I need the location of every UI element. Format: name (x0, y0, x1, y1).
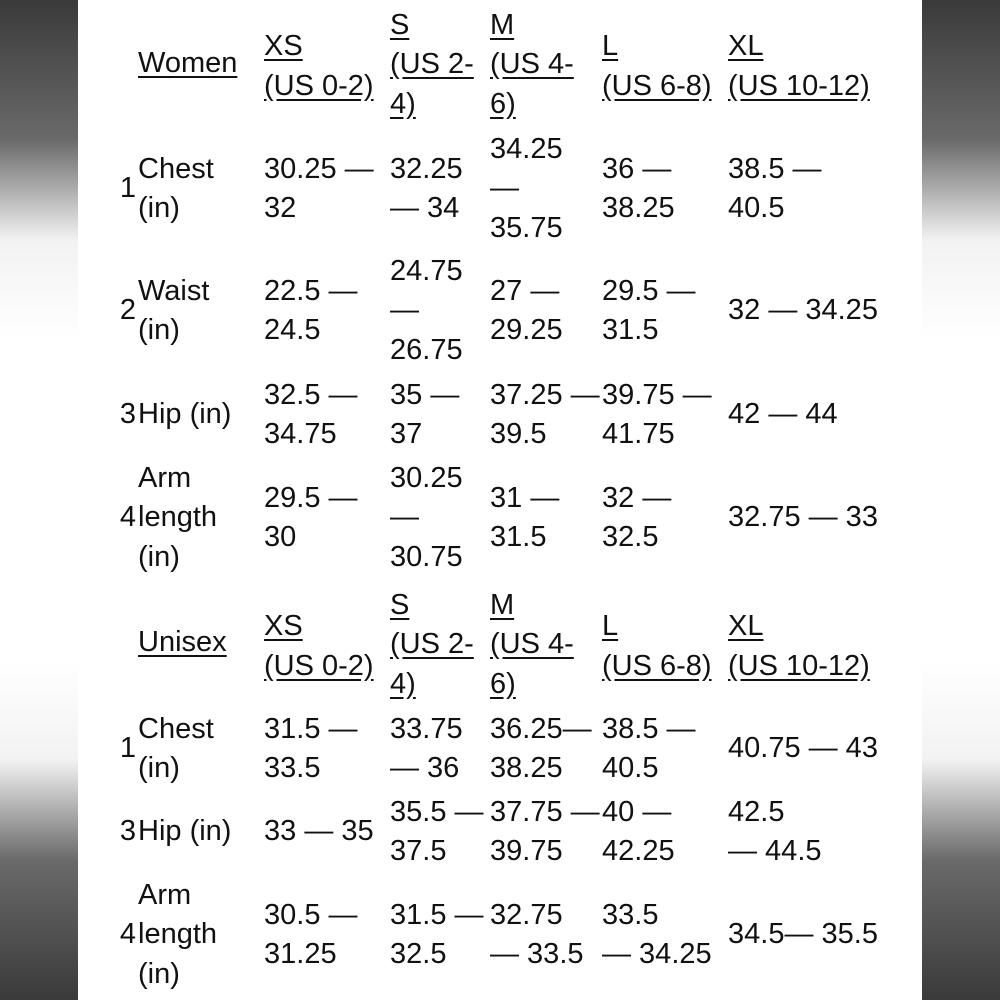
cell-line: 38.25 (602, 192, 675, 224)
measurement-label (136, 458, 264, 578)
women-size-l (602, 0, 728, 128)
cell-line: Chest (138, 712, 214, 745)
cell-line: S (390, 8, 410, 41)
cell-line: 30 (264, 521, 297, 553)
women-size-xl (728, 0, 888, 128)
cell-line: L (602, 30, 619, 63)
women-header-row (114, 0, 888, 128)
cell-line: 35.75 (490, 211, 563, 244)
cell-line: 29.25 (490, 314, 563, 346)
cell-line: 40 — (602, 795, 672, 828)
cell-line: 33.5 (264, 752, 321, 784)
table-row (114, 708, 888, 790)
value-l (602, 250, 728, 372)
value-xs (264, 128, 390, 250)
cell-line: 32.5 (602, 521, 659, 553)
cell-line: 32.75 (490, 898, 563, 931)
measurement-label (136, 708, 264, 790)
table-row (114, 458, 888, 578)
unisex-size-l (602, 578, 728, 708)
measurement-label (136, 128, 264, 250)
cell-line: 32 — (602, 481, 672, 514)
cell-line: 31.5 (490, 521, 547, 553)
cell-line: 4) (390, 87, 416, 120)
cell-line: M (490, 588, 515, 621)
cell-line: 30.25 — (264, 152, 374, 185)
cell-line: 39.75 (490, 835, 563, 867)
women-size-s (390, 0, 490, 128)
measurement-label (136, 250, 264, 372)
row-number: 3 (119, 398, 136, 431)
value-l (602, 128, 728, 250)
cell-line: — 33.5 (490, 938, 584, 970)
cell-line: 31 — (490, 481, 560, 514)
cell-line: 32.5 — (264, 378, 358, 411)
cell-line: 39.75 — (602, 378, 712, 411)
value-xl (728, 790, 888, 874)
value-m (490, 790, 602, 874)
cell-line: Chest (138, 152, 214, 185)
table-row (114, 372, 888, 458)
cell-line: (US 0-2) (264, 649, 374, 682)
value-l (602, 372, 728, 458)
row-number: 4 (119, 501, 136, 534)
unisex-section-label: Unisex (138, 626, 227, 659)
value-l (602, 874, 728, 996)
value-xl: 42 — 44 (728, 398, 838, 431)
value-m (490, 874, 602, 996)
cell-line: 24.75 (390, 254, 463, 287)
cell-line: 31.5 (602, 314, 659, 346)
unisex-header-row (114, 578, 888, 708)
cell-line: S (390, 588, 410, 621)
unisex-size-s (390, 578, 490, 708)
cell-line: 29.5 — (264, 481, 358, 514)
cell-line: 31.5 — (390, 898, 484, 931)
cell-line: 30.25 (390, 461, 463, 494)
cell-line: 29.5 — (602, 274, 696, 307)
cell-line: 33.5 (602, 898, 659, 931)
value-xs: 33 — 35 (264, 815, 374, 848)
cell-line: (US 10-12) (728, 69, 870, 102)
cell-line: (US 6-8) (602, 69, 712, 102)
cell-line: (US 10-12) (728, 649, 870, 682)
value-xs (264, 250, 390, 372)
cell-line: 35 — (390, 378, 460, 411)
measurement-label: Hip (in) (138, 815, 232, 848)
cell-line: (in) (138, 957, 180, 990)
table-row (114, 250, 888, 372)
cell-line: 32.5 (390, 938, 447, 970)
cell-line: — 44.5 (728, 835, 822, 867)
cell-line: 30.75 (390, 540, 463, 573)
women-section-label: Women (138, 47, 238, 80)
cell-line: — 36 (390, 752, 460, 784)
cell-line: 42.5 (728, 795, 785, 828)
value-xs (264, 708, 390, 790)
cell-line: 38.5 — (728, 152, 822, 185)
cell-line: 6) (490, 667, 516, 700)
row-number: 2 (119, 294, 136, 327)
cell-line: 32 (264, 192, 297, 224)
value-l (602, 708, 728, 790)
cell-line: 32.25 (390, 152, 463, 185)
cell-line: Waist (138, 274, 210, 307)
cell-line: 37.5 (390, 835, 447, 867)
value-s (390, 128, 490, 250)
cell-line: (in) (138, 314, 180, 346)
value-s (390, 874, 490, 996)
table-row (114, 874, 888, 996)
value-xl: 40.75 — 43 (728, 732, 878, 765)
cell-line: length (138, 918, 218, 951)
cell-line: (US 0-2) (264, 69, 374, 102)
cell-line: (US 6-8) (602, 649, 712, 682)
value-xs (264, 874, 390, 996)
value-xl: 32.75 — 33 (728, 501, 878, 534)
value-m (490, 250, 602, 372)
value-m (490, 708, 602, 790)
table-row (114, 790, 888, 874)
value-s (390, 458, 490, 578)
cell-line: 31.5 — (264, 712, 358, 745)
value-m (490, 128, 602, 250)
measurement-label (136, 874, 264, 996)
cell-line: 40.5 (602, 752, 659, 784)
cell-line: 37 (390, 418, 423, 450)
value-s (390, 790, 490, 874)
unisex-size-xs (264, 578, 390, 708)
women-size-m (490, 0, 602, 128)
cell-line: 35.5 — (390, 795, 484, 828)
value-s (390, 372, 490, 458)
cell-line: 42.25 (602, 835, 675, 867)
cell-line: XL (728, 30, 764, 63)
cell-line: — (390, 501, 419, 534)
value-xl: 32 — 34.25 (728, 294, 878, 327)
cell-line: — 34 (390, 192, 460, 224)
cell-line: (US 4- (490, 628, 574, 661)
cell-line: 40.5 (728, 192, 785, 224)
cell-line: XS (264, 30, 303, 63)
cell-line: — (390, 294, 419, 327)
value-xs (264, 372, 390, 458)
cell-line: 6) (490, 87, 516, 120)
cell-line: 34.25 (490, 132, 563, 165)
cell-line: — 34.25 (602, 938, 712, 970)
cell-line: (US 4- (490, 48, 574, 81)
cell-line: 26.75 (390, 333, 463, 366)
cell-line: XL (728, 610, 764, 643)
row-number: 4 (119, 918, 136, 951)
cell-line: 34.75 (264, 418, 337, 450)
value-xl: 34.5— 35.5 (728, 918, 878, 951)
cell-line: 36 — (602, 152, 672, 185)
value-xl (728, 128, 888, 250)
cell-line: (in) (138, 752, 180, 784)
size-chart-table (114, 0, 888, 996)
cell-line: L (602, 610, 619, 643)
cell-line: 33.75 (390, 712, 463, 745)
row-number: 1 (119, 732, 136, 765)
value-m (490, 458, 602, 578)
unisex-size-m (490, 578, 602, 708)
cell-line: Arm (138, 461, 192, 494)
cell-line: 39.5 (490, 418, 547, 450)
table-row (114, 128, 888, 250)
cell-line: 36.25— (490, 712, 592, 745)
value-s (390, 250, 490, 372)
value-l (602, 458, 728, 578)
cell-line: XS (264, 610, 303, 643)
unisex-size-xl (728, 578, 888, 708)
cell-line: 22.5 — (264, 274, 358, 307)
cell-line: (US 2- (390, 48, 474, 81)
cell-line: 27 — (490, 274, 560, 307)
cell-line: 38.5 — (602, 712, 696, 745)
cell-line: 24.5 (264, 314, 321, 346)
size-chart-page (78, 0, 922, 1000)
cell-line: M (490, 8, 515, 41)
row-number: 1 (119, 172, 136, 205)
cell-line: length (138, 501, 218, 534)
cell-line: 30.5 — (264, 898, 358, 931)
cell-line: 31.25 (264, 938, 337, 970)
cell-line: (in) (138, 540, 180, 573)
cell-line: 41.75 (602, 418, 675, 450)
cell-line: (in) (138, 192, 180, 224)
value-s (390, 708, 490, 790)
value-l (602, 790, 728, 874)
row-number: 3 (119, 815, 136, 848)
cell-line: — (490, 172, 519, 205)
cell-line: 38.25 (490, 752, 563, 784)
value-m (490, 372, 602, 458)
cell-line: 37.75 — (490, 795, 600, 828)
cell-line: 37.25 — (490, 378, 600, 411)
women-size-xs (264, 0, 390, 128)
cell-line: (US 2- (390, 628, 474, 661)
value-xs (264, 458, 390, 578)
cell-line: 4) (390, 667, 416, 700)
measurement-label: Hip (in) (138, 398, 232, 431)
cell-line: Arm (138, 878, 192, 911)
